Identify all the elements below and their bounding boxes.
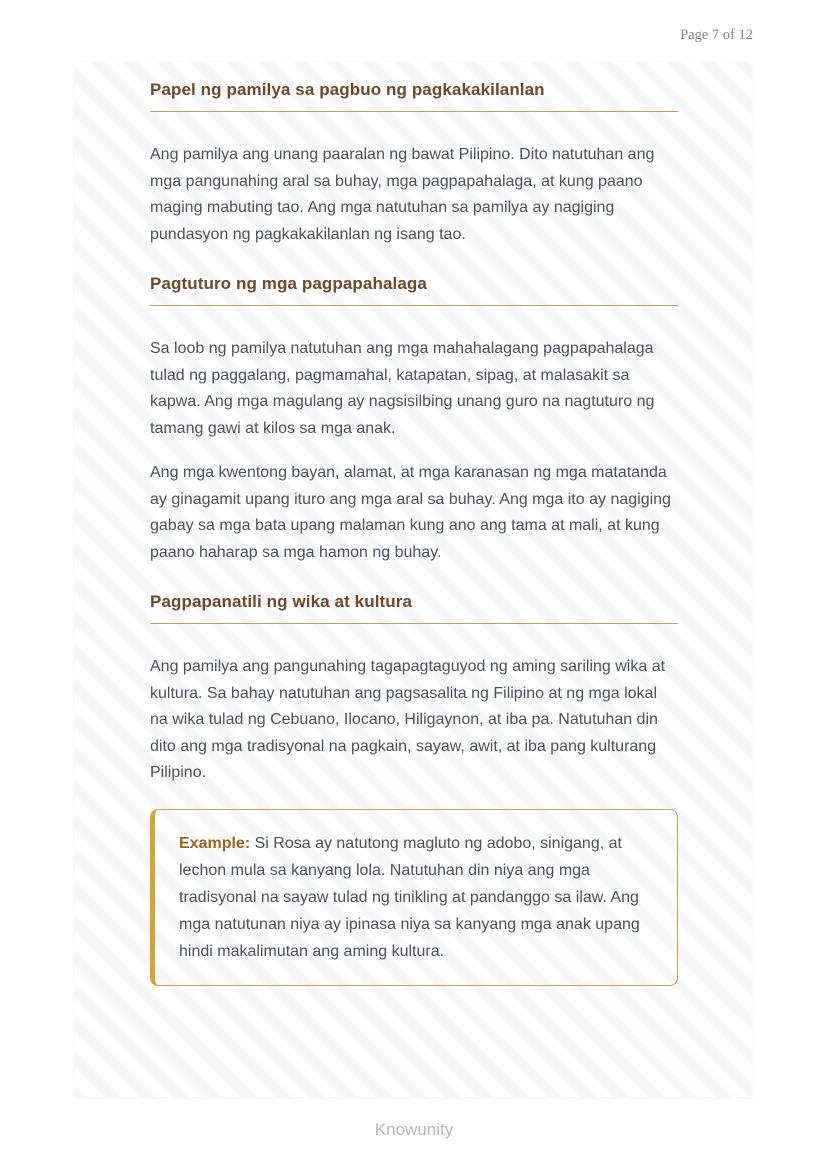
paragraph: Ang pamilya ang unang paaralan ng bawat Pilipino. Dito natutuhan ang mga pangunahing aral sa buhay, mga pagpapahalaga, at kung paano maging mabuting tao. Ang mga natutuhan sa pamilya ay nagiging pundasyon ng pagkakakilanlan ng isang tao. bbox=[150, 146, 655, 243]
example-paragraph bbox=[179, 830, 653, 965]
section-heading: Papel ng pamilya sa pagbuo ng pagkakakilanlan bbox=[150, 80, 545, 99]
heading-rule bbox=[150, 305, 678, 306]
section-heading: Pagpapanatili ng wika at kultura bbox=[150, 592, 413, 611]
section-pagpapanatili bbox=[150, 590, 678, 787]
section-papel-ng-pamilya bbox=[150, 78, 678, 248]
section-pagtuturo bbox=[150, 272, 678, 566]
document-page bbox=[75, 62, 753, 1097]
footer-brand: Knowunity bbox=[374, 1120, 454, 1139]
heading-rule bbox=[150, 111, 678, 112]
paragraph: Ang mga kwentong bayan, alamat, at mga karanasan ng mga matatanda ay ginagamit upang ituro ang mga aral sa buhay. Ang mga ito ay nagiging gabay sa mga bata upang malaman kung ano ang tama at mali, at kung paano haharap sa mga hamon ng buhay. bbox=[150, 464, 671, 561]
example-box bbox=[150, 809, 678, 986]
paragraph: Sa loob ng pamilya natutuhan ang mga mahahalagang pagpapahalaga tulad ng paggalang, pagmamahal, katapatan, sipag, at malasakit sa kapwa. Ang mga magulang ay nagsisilbing unang guro na nagtuturo ng tamang gawi at kilos sa mga anak. bbox=[150, 340, 655, 437]
paragraph: Ang pamilya ang pangunahing tagapagtaguyod ng aming sariling wika at kultura. Sa bahay natutuhan ang pagsasalita ng Filipino at ng mga lokal na wika tulad ng Cebuano, Ilocano, Hiligaynon, at iba pa. Natutuhan din dito ang mga tradisyonal na pagkain, sayaw, awit, at iba pang kulturang Pilipino. bbox=[150, 658, 666, 781]
section-heading: Pagtuturo ng mga pagpapahalaga bbox=[150, 274, 427, 293]
example-text: Si Rosa ay natutong magluto ng adobo, sinigang, at lechon mula sa kanyang lola. Natutuhan din niya ang mga tradisyonal na sayaw tulad ng tinikling at pandanggo sa ilaw. Ang mga natutunan niya ay ipinasa niya sa kanyang mga anak upang hindi makalimutan ang aming kultura. bbox=[179, 834, 640, 960]
heading-rule bbox=[150, 623, 678, 624]
page-indicator: Page 7 of 12 bbox=[680, 27, 753, 43]
example-label: Example: bbox=[179, 834, 251, 852]
